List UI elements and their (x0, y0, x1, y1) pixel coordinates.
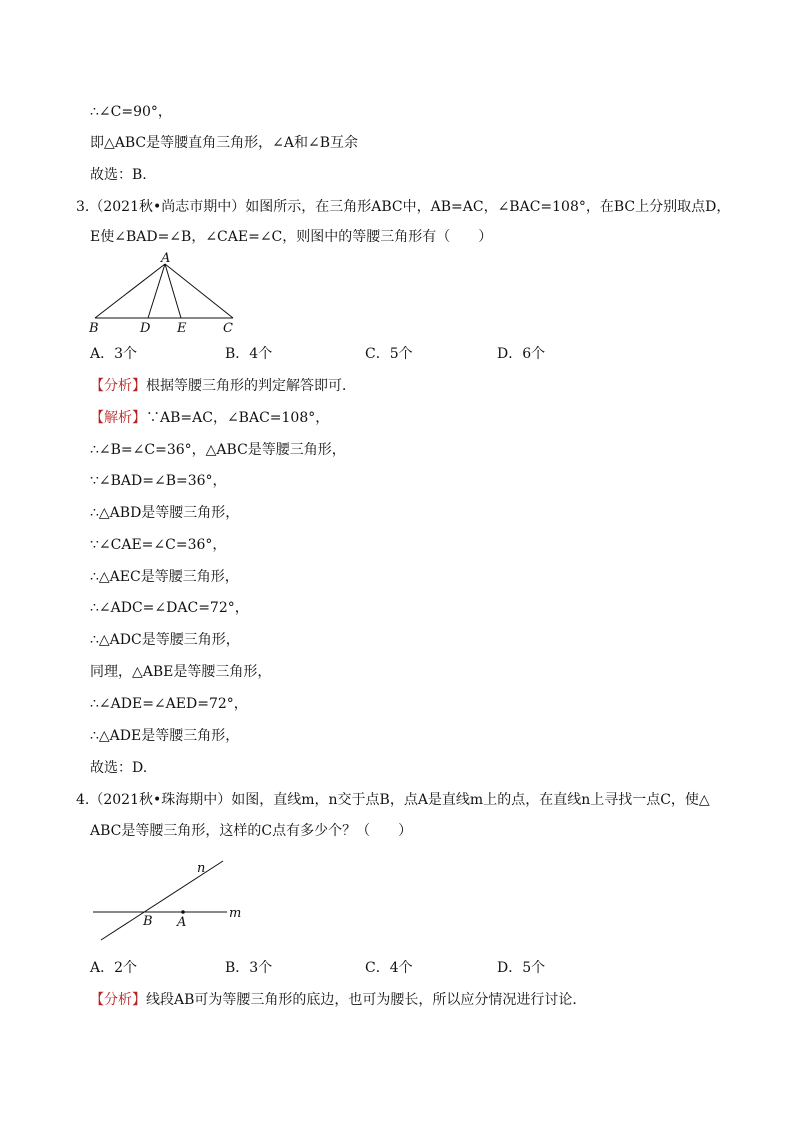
prev-solution-line-1: ∴∠C=90°， (90, 104, 172, 120)
q3-solution-line-4: ∴△ABD是等腰三角形， (90, 505, 240, 521)
label-e: E (177, 321, 187, 336)
q4-lines-figure (90, 855, 260, 945)
q4-option-b: B．3个 (225, 960, 273, 976)
point-a (181, 910, 185, 914)
q3-solution-line-7: ∴∠ADC=∠DAC=72°， (90, 600, 249, 616)
solution-tag: 【解析】 (90, 410, 146, 426)
q3-triangle-figure (85, 250, 245, 340)
q3-solution-line-12: 故选：D. (90, 760, 148, 776)
q3-analysis (90, 376, 356, 396)
q3-solution-line-1 (90, 408, 329, 428)
q3-stem-line-2: E使∠BAD=∠B，∠CAE=∠C，则图中的等腰三角形有（ ） (90, 229, 493, 245)
label-b: B (143, 914, 153, 929)
q3-option-b: B．4个 (225, 346, 273, 362)
label-a: A (161, 251, 171, 266)
segment-ab (95, 264, 165, 318)
q3-stem-line-1: 3.（2021秋•尚志市期中）如图所示，在三角形ABC中，AB=AC，∠BAC=108°，在BC上分别取点D， (76, 199, 731, 215)
segment-ad (148, 264, 165, 318)
label-c: C (223, 321, 233, 336)
analysis-text: 根据等腰三角形的判定解答即可． (146, 378, 356, 394)
q3-option-c: C．5个 (365, 346, 413, 362)
q4-analysis (90, 990, 586, 1010)
solution-text: ∵AB=AC，∠BAC=108°， (146, 410, 330, 426)
q4-option-d: D．5个 (497, 960, 546, 976)
label-d: D (140, 321, 151, 336)
q3-solution-line-11: ∴△ADE是等腰三角形， (90, 728, 240, 744)
q3-solution-line-10: ∴∠ADE=∠AED=72°， (90, 696, 248, 712)
q3-solution-line-5: ∵∠CAE=∠C=36°， (90, 537, 227, 553)
q3-option-a: A．3个 (90, 346, 138, 362)
q3-solution-line-8: ∴△ADC是等腰三角形， (90, 632, 240, 648)
label-n: n (197, 861, 206, 876)
q3-solution-line-3: ∵∠BAD=∠B=36°， (90, 473, 227, 489)
analysis-tag: 【分析】 (90, 992, 146, 1008)
label-b: B (89, 321, 99, 336)
q4-stem-line-2: ABC是等腰三角形，这样的C点有多少个？（ ） (90, 823, 413, 839)
segment-ae (165, 264, 181, 318)
q3-solution-line-6: ∴△AEC是等腰三角形， (90, 569, 239, 585)
label-m: m (229, 906, 242, 921)
q3-option-d: D．6个 (497, 346, 546, 362)
q4-stem-line-1: 4.（2021秋•珠海期中）如图，直线m，n交于点B，点A是直线m上的点，在直线n上寻找一点C，使△ (76, 792, 710, 808)
q4-option-c: C．4个 (365, 960, 413, 976)
analysis-tag: 【分析】 (90, 378, 146, 394)
prev-solution-line-3: 故选：B. (90, 167, 147, 183)
q4-option-a: A．2个 (90, 960, 138, 976)
analysis-text: 线段AB可为等腰三角形的底边，也可为腰长，所以应分情况进行讨论． (146, 992, 587, 1008)
q3-solution-line-9: 同理，△ABE是等腰三角形， (90, 664, 272, 680)
label-a: A (177, 915, 187, 930)
q3-solution-line-2: ∴∠B=∠C=36°，△ABC是等腰三角形， (90, 442, 346, 458)
prev-solution-line-2: 即△ABC是等腰直角三角形，∠A和∠B互余 (90, 135, 358, 151)
segment-ac (165, 264, 233, 318)
